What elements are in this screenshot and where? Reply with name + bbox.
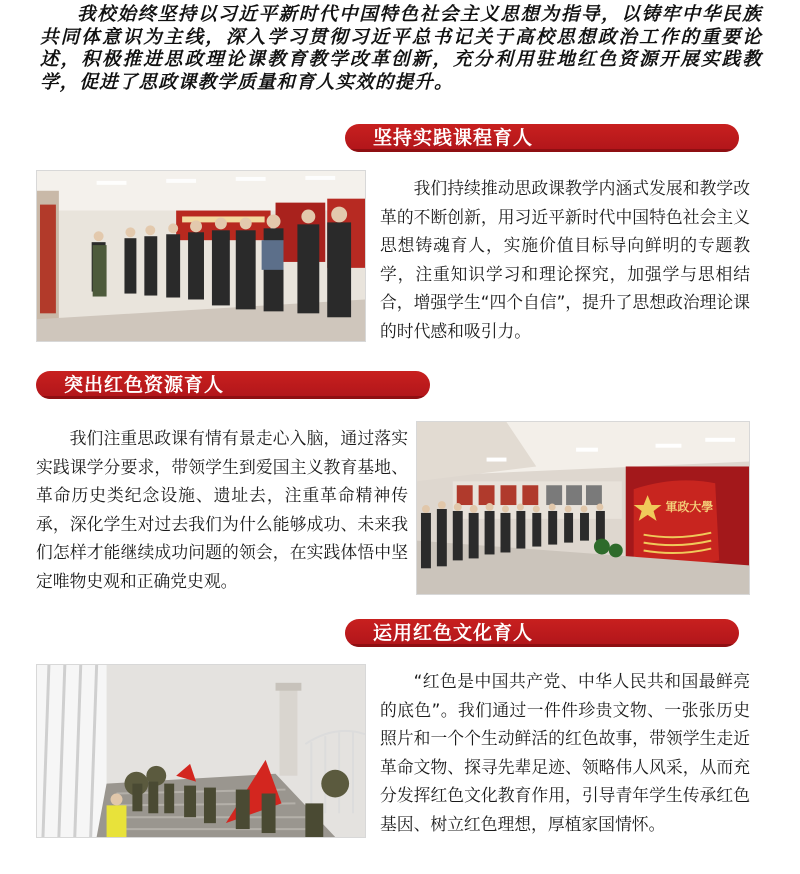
- section-heading-practice-course: [345, 124, 739, 152]
- photo-exhibition-hall-visit: [36, 170, 366, 342]
- section-heading-label: 坚持实践课程育人: [373, 127, 534, 149]
- section-heading-red-resources: [36, 371, 430, 399]
- intro-paragraph: 我校始终坚持以习近平新时代中国特色社会主义思想为指导，以铸牢中华民族共同体意识为主线，深入学习贯彻习近平总书记关于高校思想政治工作的重要论述，积极推进思政理论课教育教学改革创新，充分利用驻地红色资源开展实践教学，促进了思政课教学质量和育人实效的提升。: [40, 4, 762, 93]
- section-heading-label: 突出红色资源育人: [64, 374, 225, 396]
- photo-military-university-exhibit: [416, 421, 750, 595]
- section-text-red-resources: 我们注重思政课有情有景走心入脑，通过落实实践课学分要求，带领学生到爱国主义教育基地、革命历史类纪念设施、遗址去，注重革命精神传承，深化学生对过去我们为什么能够成功、未来我们怎样才能继续成功问题的领会，在实践体悟中坚定唯物史观和正确党史观。: [36, 428, 408, 591]
- memorial-march-illustration: [37, 665, 365, 837]
- exhibit-sign-text: 軍政大學: [665, 499, 714, 514]
- exhibition-hall-illustration: [37, 171, 365, 341]
- exhibit-hall-illustration: [417, 422, 749, 594]
- section-heading-label: 运用红色文化育人: [373, 622, 534, 644]
- photo-memorial-march: [36, 664, 366, 838]
- section-heading-red-culture: [345, 619, 739, 647]
- section-text-practice-course: 我们持续推动思政课教学内涵式发展和教学改革的不断创新，用习近平新时代中国特色社会主义思想铸魂育人，实施价值目标导向鲜明的专题教学，注重知识学习和理论探究，加强学与思相结合，增强学生“四个自信”，提升了思想政治理论课的时代感和吸引力。: [380, 178, 750, 341]
- section-text-red-culture: “红色是中国共产党、中华人民共和国最鲜亮的底色”。我们通过一件件珍贵文物、一张张历史照片和一个个生动鲜活的红色故事，带领学生走近革命文物、探寻先辈足迹、领略伟人风采，从而充分发挥红色文化教育作用，引导青年学生传承红色基因、树立红色理想，厚植家国情怀。: [380, 671, 750, 834]
